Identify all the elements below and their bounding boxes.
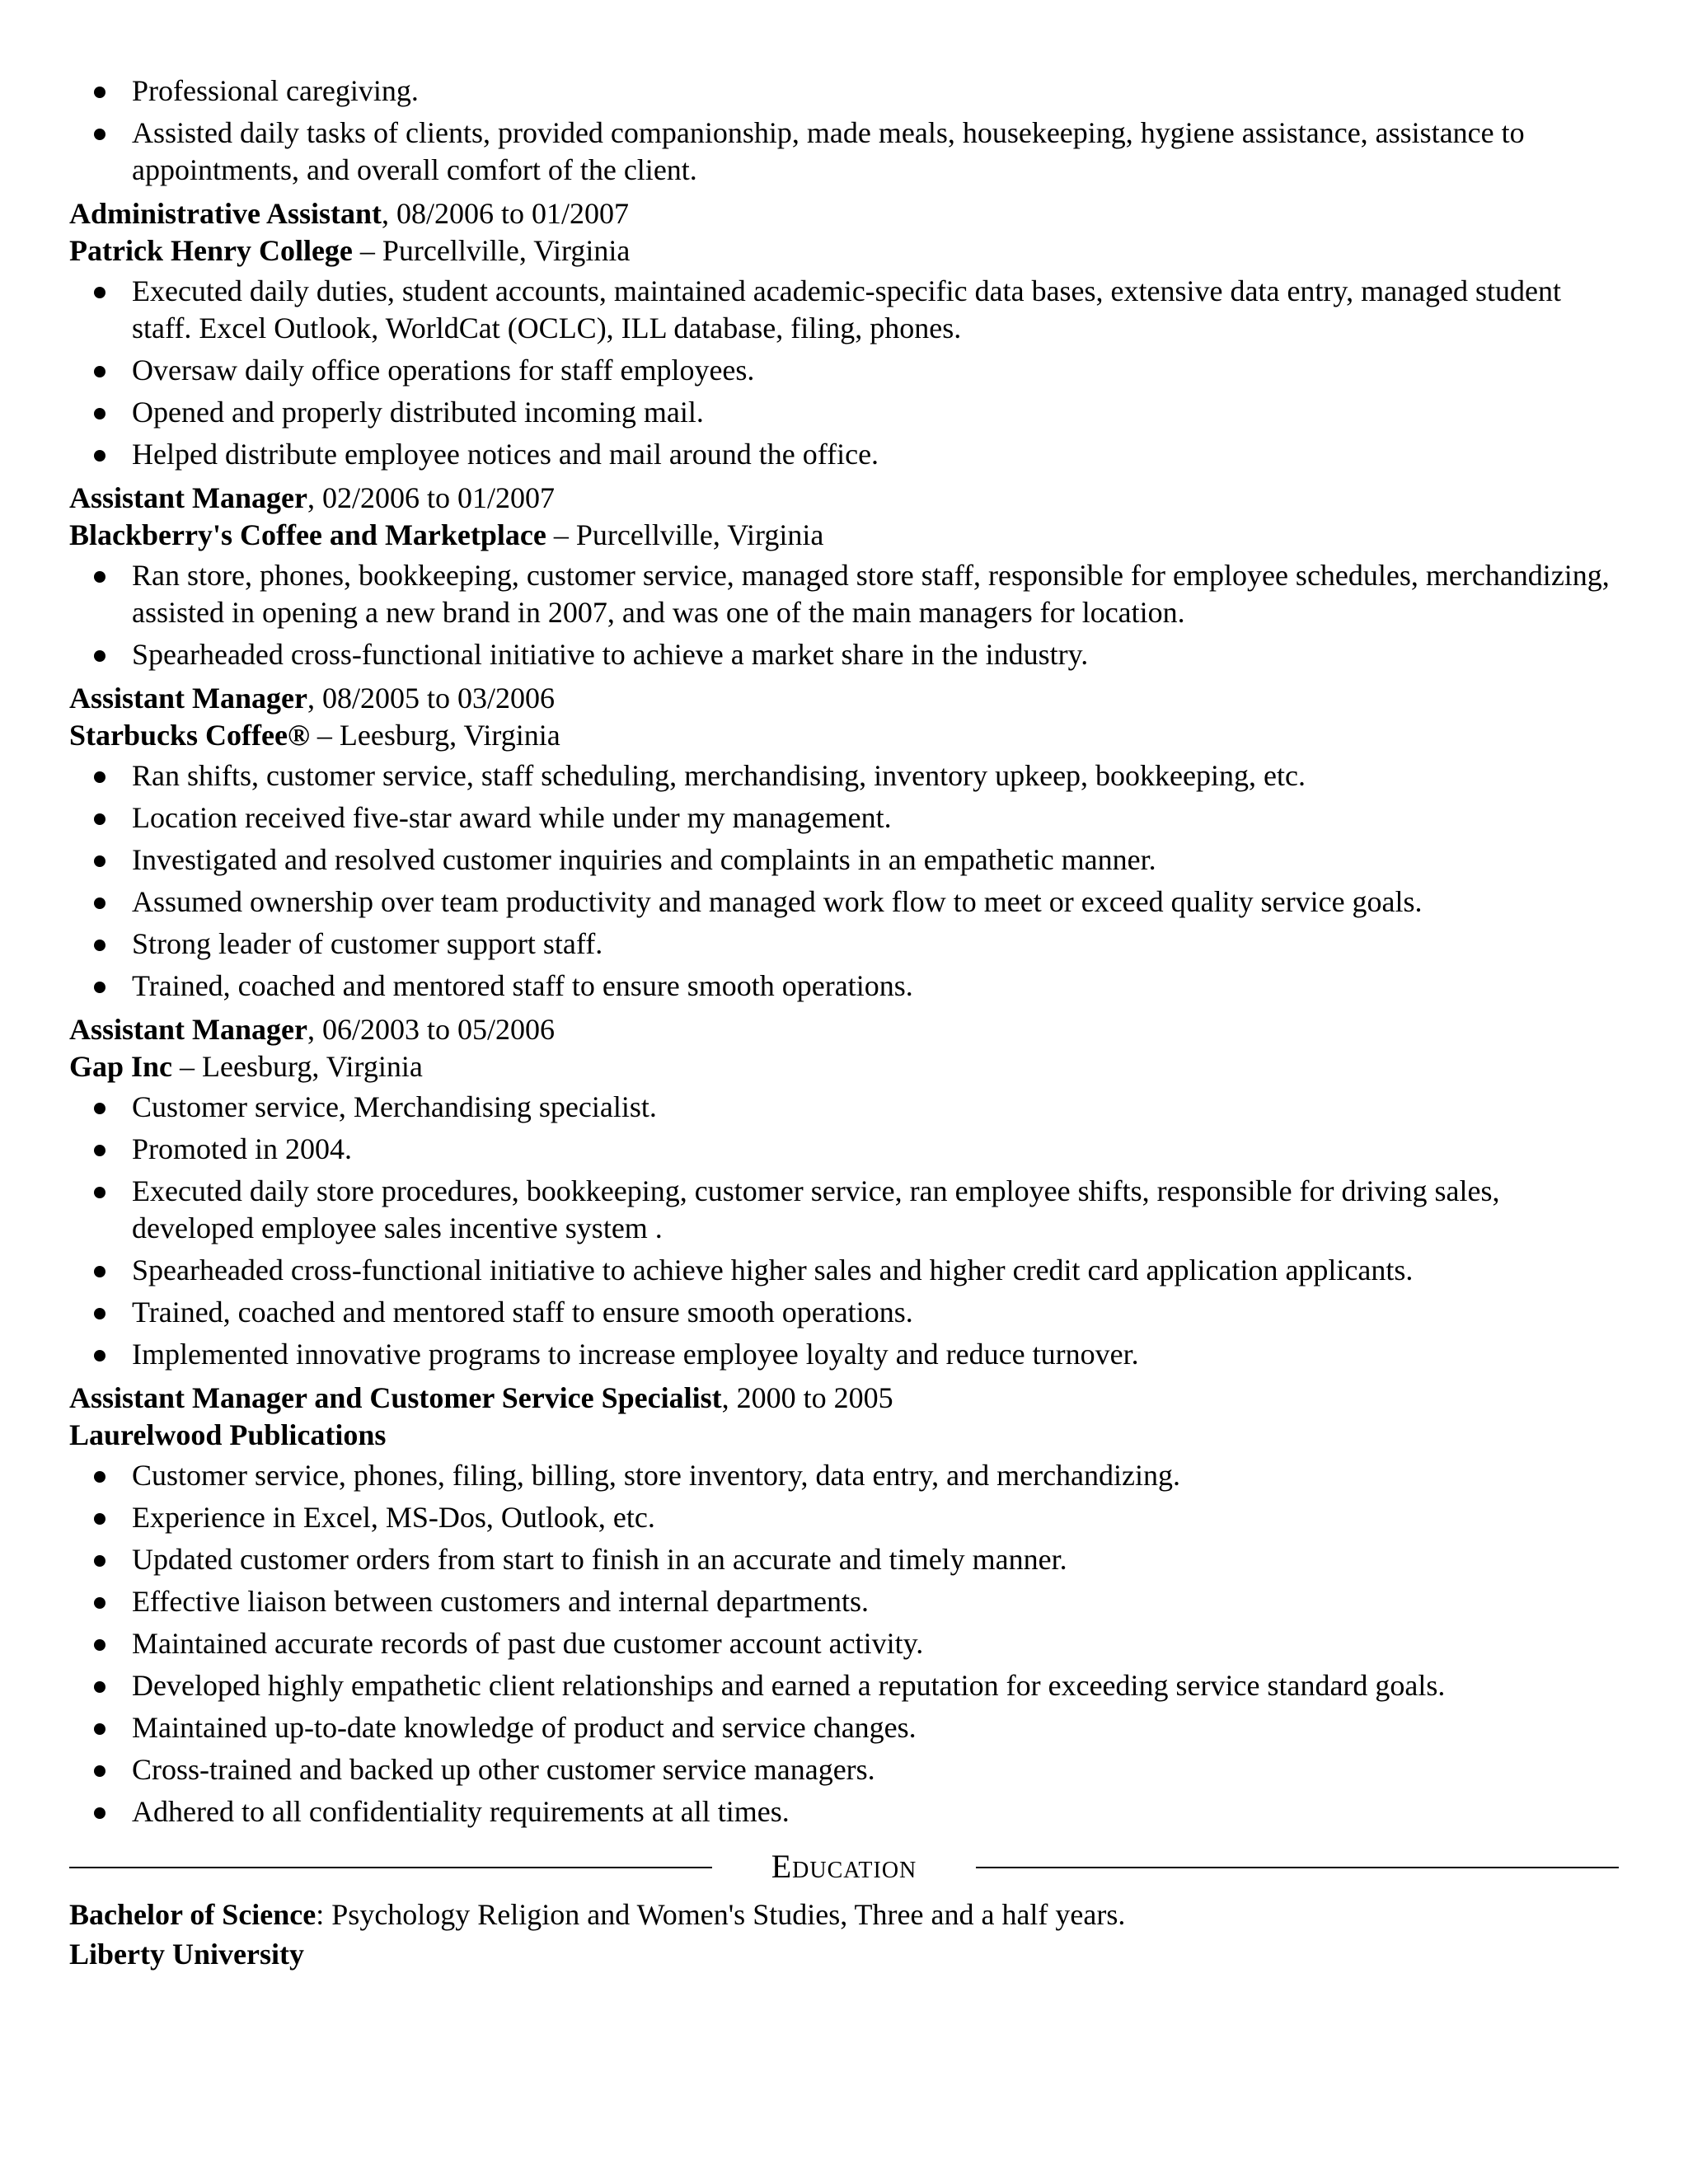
bullet-icon bbox=[94, 1807, 106, 1819]
bullet-icon bbox=[94, 1639, 106, 1651]
list-item: Adhered to all confidentiality requirements at all times. bbox=[69, 1793, 1619, 1830]
bullet-icon bbox=[94, 129, 106, 140]
list-item: Customer service, Merchandising specialist. bbox=[69, 1089, 1619, 1126]
list-item: Spearheaded cross-functional initiative to achieve higher sales and higher credit card application applicants. bbox=[69, 1252, 1619, 1289]
bullet-icon bbox=[94, 1187, 106, 1198]
job-dates: , 06/2003 to 05/2006 bbox=[307, 1013, 555, 1046]
employer-location: – Purcellville, Virginia bbox=[352, 234, 631, 267]
employer-location: – Leesburg, Virginia bbox=[309, 719, 560, 752]
employer-location: – Purcellville, Virginia bbox=[546, 518, 824, 551]
job-title bbox=[69, 1011, 1619, 1048]
bullet-icon bbox=[94, 1513, 106, 1525]
job-title bbox=[69, 680, 1619, 717]
list-item: Executed daily duties, student accounts, maintained academic-specific data bases, extensive data entry, managed student staff. Excel Outlook, WorldCat (OCLC), ILL database, filing, phones. bbox=[69, 273, 1619, 347]
bullet-icon bbox=[94, 1266, 106, 1277]
bullet-icon bbox=[94, 450, 106, 462]
job-bullet-list bbox=[69, 1457, 1619, 1830]
job-entry bbox=[69, 195, 1619, 473]
school-line bbox=[69, 1934, 1619, 1974]
job-title-name: Assistant Manager bbox=[69, 481, 307, 514]
bullet-icon bbox=[94, 650, 106, 662]
list-item: Helped distribute employee notices and mail around the office. bbox=[69, 436, 1619, 473]
bullet-icon bbox=[94, 898, 106, 909]
job-bullet-list bbox=[69, 273, 1619, 473]
job-title-name: Assistant Manager bbox=[69, 682, 307, 715]
degree-name: Bachelor of Science bbox=[69, 1898, 316, 1931]
job-dates: , 2000 to 2005 bbox=[721, 1381, 893, 1414]
heading-rule-right bbox=[976, 1867, 1619, 1868]
degree-line bbox=[69, 1895, 1619, 1934]
bullet-icon bbox=[94, 1555, 106, 1567]
list-item: Trained, coached and mentored staff to ensure smooth operations. bbox=[69, 968, 1619, 1005]
list-item: Maintained up-to-date knowledge of product and service changes. bbox=[69, 1709, 1619, 1746]
bullet-icon bbox=[94, 1308, 106, 1319]
education-section-heading bbox=[69, 1842, 1619, 1891]
list-item: Developed highly empathetic client relationships and earned a reputation for exceeding service standard goals. bbox=[69, 1667, 1619, 1704]
bullet-icon bbox=[94, 1681, 106, 1693]
list-item: Assumed ownership over team productivity and managed work flow to meet or exceed quality service goals. bbox=[69, 883, 1619, 921]
job-bullet-list bbox=[69, 557, 1619, 673]
list-item: Strong leader of customer support staff. bbox=[69, 926, 1619, 963]
list-item: Updated customer orders from start to finish in an accurate and timely manner. bbox=[69, 1541, 1619, 1578]
bullet-icon bbox=[94, 1103, 106, 1114]
list-item: Opened and properly distributed incoming mail. bbox=[69, 394, 1619, 431]
list-item: Ran shifts, customer service, staff scheduling, merchandising, inventory upkeep, bookkeeping, etc. bbox=[69, 757, 1619, 794]
list-item: Oversaw daily office operations for staff employees. bbox=[69, 352, 1619, 389]
list-item: Ran store, phones, bookkeeping, customer service, managed store staff, responsible for employee schedules, merchandizing, assisted in opening a new brand in 2007, and was one of the main managers for location. bbox=[69, 557, 1619, 631]
employer-line bbox=[69, 517, 1619, 554]
bullet-icon bbox=[94, 366, 106, 377]
job-entry bbox=[69, 1380, 1619, 1830]
bullet-icon bbox=[94, 1765, 106, 1777]
job-title bbox=[69, 1380, 1619, 1417]
bullet-icon bbox=[94, 771, 106, 783]
list-item: Experience in Excel, MS-Dos, Outlook, etc. bbox=[69, 1499, 1619, 1536]
bullet-icon bbox=[94, 940, 106, 951]
education-heading: Education bbox=[771, 1848, 917, 1885]
job-entry bbox=[69, 1011, 1619, 1373]
job-dates: , 08/2006 to 01/2007 bbox=[382, 197, 630, 230]
list-item: Investigated and resolved customer inquiries and complaints in an empathetic manner. bbox=[69, 841, 1619, 879]
employer-name: Laurelwood Publications bbox=[69, 1418, 387, 1451]
list-item: Location received five-star award while under my management. bbox=[69, 799, 1619, 837]
job-dates: , 02/2006 to 01/2007 bbox=[307, 481, 555, 514]
bullet-icon bbox=[94, 1145, 106, 1156]
employer-line bbox=[69, 717, 1619, 754]
school-name: Liberty University bbox=[69, 1938, 304, 1971]
bullet-icon bbox=[94, 408, 106, 419]
bullet-icon bbox=[94, 87, 106, 98]
employer-name: Starbucks Coffee® bbox=[69, 719, 310, 752]
top-bullet-list bbox=[69, 73, 1619, 189]
list-item: Spearheaded cross-functional initiative to achieve a market share in the industry. bbox=[69, 636, 1619, 673]
job-entry bbox=[69, 480, 1619, 673]
job-title bbox=[69, 480, 1619, 517]
bullet-icon bbox=[94, 855, 106, 867]
bullet-icon bbox=[94, 287, 106, 298]
list-item: Maintained accurate records of past due customer account activity. bbox=[69, 1625, 1619, 1662]
employer-location: – Leesburg, Virginia bbox=[172, 1050, 423, 1083]
employer-line bbox=[69, 1048, 1619, 1085]
job-title-name: Administrative Assistant bbox=[69, 197, 382, 230]
bullet-icon bbox=[94, 813, 106, 825]
resume-page bbox=[69, 73, 1619, 1974]
list-item: Cross-trained and backed up other customer service managers. bbox=[69, 1751, 1619, 1788]
bullet-icon bbox=[94, 982, 106, 993]
degree-details: : Psychology Religion and Women's Studies, Three and a half years. bbox=[316, 1898, 1126, 1931]
employer-name: Blackberry's Coffee and Marketplace bbox=[69, 518, 546, 551]
employer-line bbox=[69, 232, 1619, 269]
bullet-icon bbox=[94, 1350, 106, 1361]
bullet-icon bbox=[94, 571, 106, 583]
list-item: Effective liaison between customers and internal departments. bbox=[69, 1583, 1619, 1620]
list-item: Implemented innovative programs to increase employee loyalty and reduce turnover. bbox=[69, 1336, 1619, 1373]
bullet-icon bbox=[94, 1597, 106, 1609]
job-title bbox=[69, 195, 1619, 232]
list-item: Executed daily store procedures, bookkeeping, customer service, ran employee shifts, responsible for driving sales, developed employee sales incentive system . bbox=[69, 1173, 1619, 1247]
list-item: Customer service, phones, filing, billing, store inventory, data entry, and merchandizing. bbox=[69, 1457, 1619, 1494]
list-item: Trained, coached and mentored staff to ensure smooth operations. bbox=[69, 1294, 1619, 1331]
job-bullet-list bbox=[69, 757, 1619, 1005]
employer-name: Patrick Henry College bbox=[69, 234, 353, 267]
employer-name: Gap Inc bbox=[69, 1050, 173, 1083]
job-bullet-list bbox=[69, 1089, 1619, 1373]
list-item: Assisted daily tasks of clients, provided companionship, made meals, housekeeping, hygiene assistance, assistance to appointments, and overall comfort of the client. bbox=[69, 115, 1619, 189]
list-item: Professional caregiving. bbox=[69, 73, 1619, 110]
job-entry bbox=[69, 680, 1619, 1005]
list-item: Promoted in 2004. bbox=[69, 1131, 1619, 1168]
employer-line bbox=[69, 1417, 1619, 1454]
bullet-icon bbox=[94, 1471, 106, 1483]
job-title-name: Assistant Manager and Customer Service Specialist bbox=[69, 1381, 722, 1414]
job-title-name: Assistant Manager bbox=[69, 1013, 307, 1046]
bullet-icon bbox=[94, 1723, 106, 1735]
job-dates: , 08/2005 to 03/2006 bbox=[307, 682, 555, 715]
